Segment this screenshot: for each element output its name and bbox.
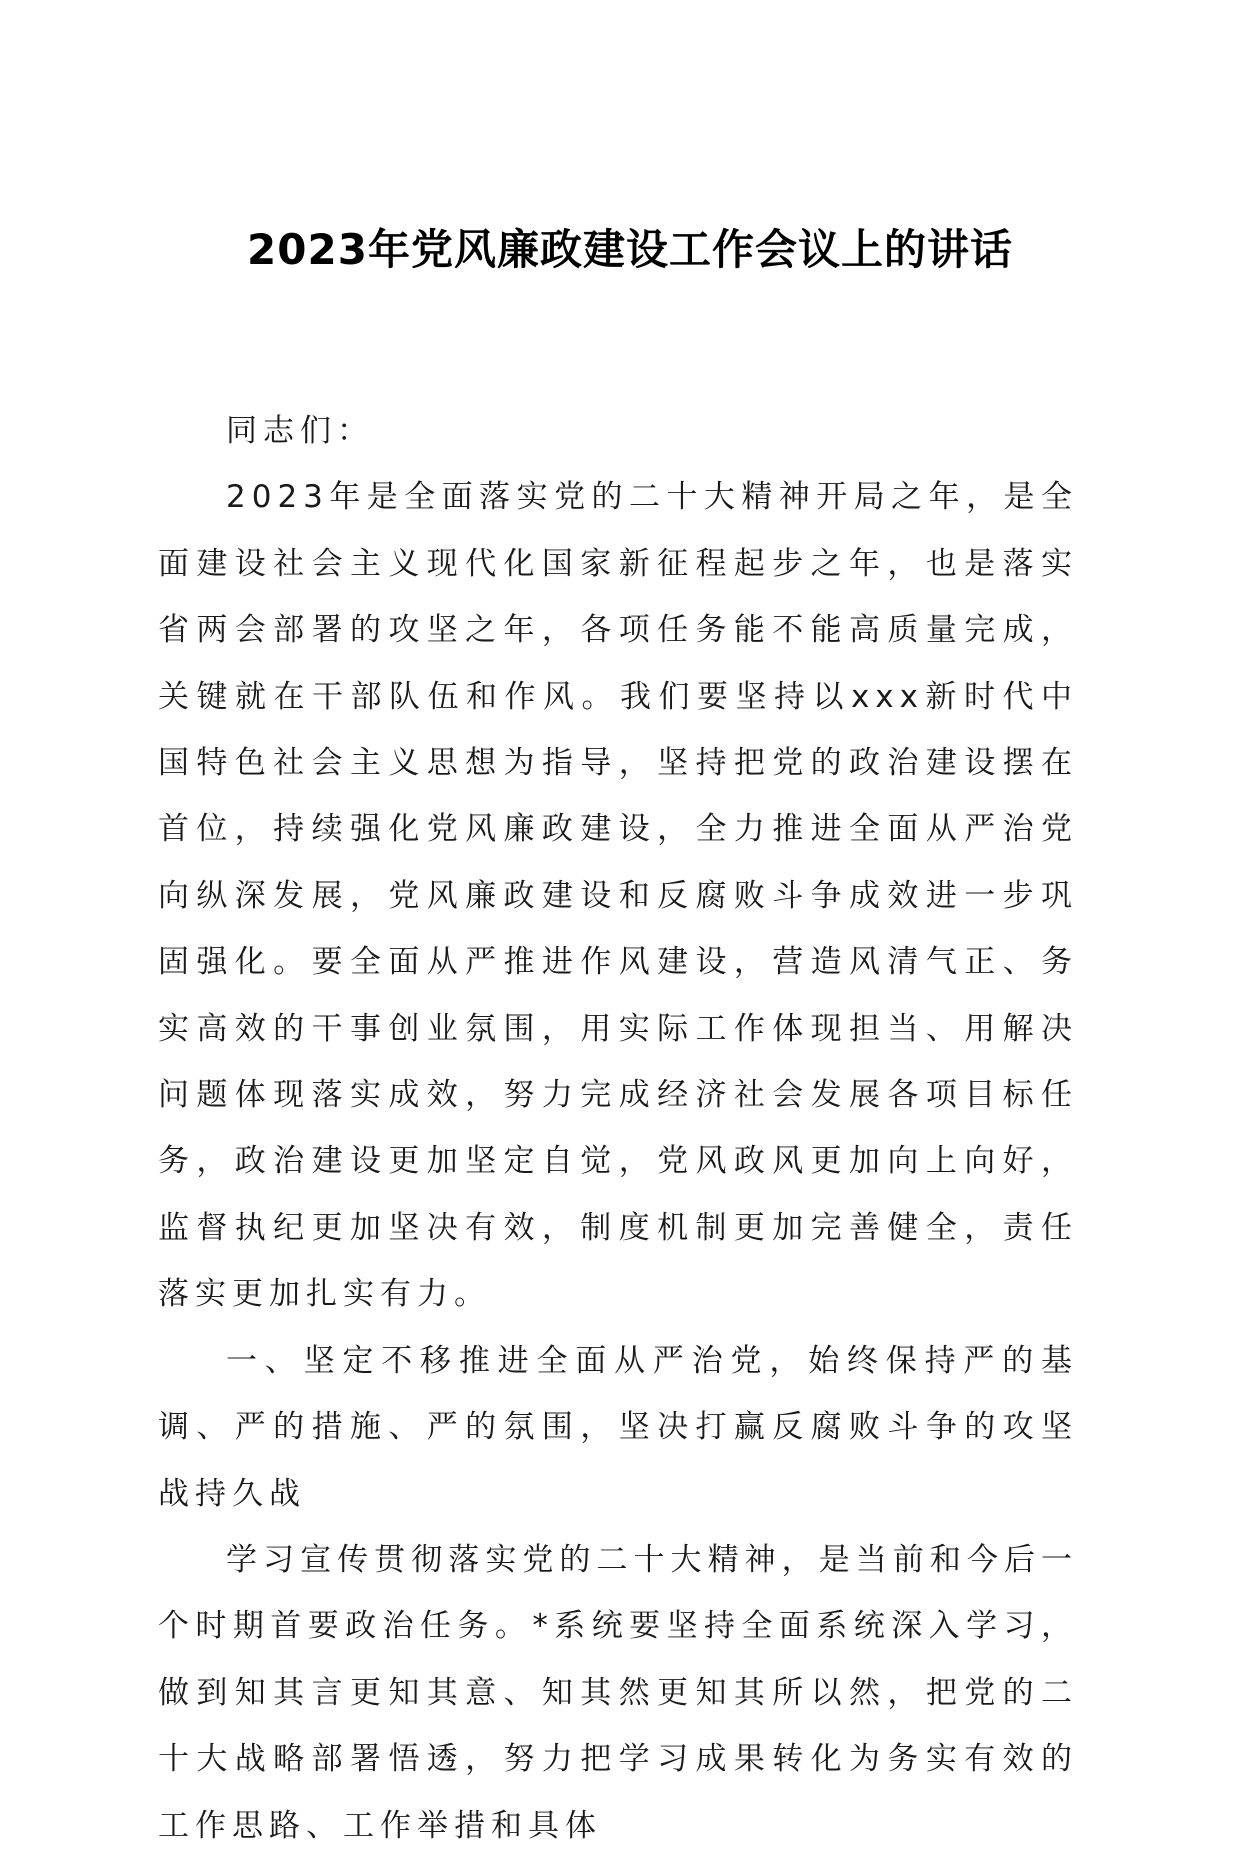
paragraph-intro: 2023年是全面落实党的二十大精神开局之年，是全面建设社会主义现代化国家新征程起步之年，也是落实省两会部署的攻坚之年，各项任务能不能高质量完成，关键就在干部队伍和作风。我们要坚持以xxx新时代中国特色社会主义思想为指导，坚持把党的政治建设摆在首位，持续强化党风廉政建设，全力推进全面从严治党向纵深发展，党风廉政建设和反腐败斗争成效进一步巩固强化。要全面从严推进作风建设，营造风清气正、务实高效的干事创业氛围，用实际工作体现担当、用解决问题体现落实成效，努力完成经济社会发展各项目标任务，政治建设更加坚定自觉，党风政风更加向上向好，监督执纪更加坚决有效，制度机制更加完善健全，责任落实更加扎实有力。 — [158, 479, 1078, 1313]
document-body — [158, 398, 1078, 1859]
salutation: 同志们： — [226, 413, 374, 449]
paragraph-section-1: 学习宣传贯彻落实党的二十大精神，是当前和今后一个时期首要政治任务。*系统要坚持全面系统深入学习，做到知其言更知其意、知其然更知其所以然，把党的二十大战略部署悟透，努力把学习成果转化为务实有效的工作思路、工作举措和具体 — [158, 1541, 1078, 1844]
section-heading-1: 一、坚定不移推进全面从严治党，始终保持严的基调、严的措施、严的氛围，坚决打赢反腐败斗争的攻坚战持久战 — [158, 1342, 1078, 1512]
document-title: 2023年党风廉政建设工作会议上的讲话 — [247, 225, 1013, 274]
